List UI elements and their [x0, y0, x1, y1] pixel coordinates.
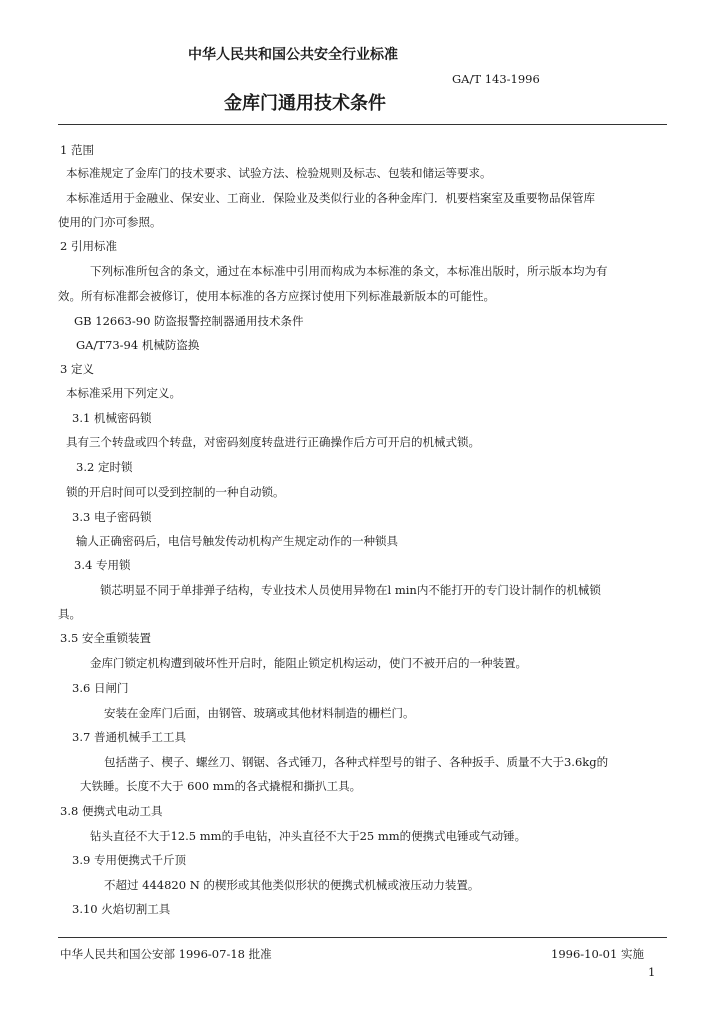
definition-heading: 3.6 日闸门 — [72, 681, 129, 695]
definition-heading: 3.8 便携式电动工具 — [60, 804, 163, 818]
body-line: 效。所有标准都会被修订，使用本标准的各方应探讨使用下列标准最新版本的可能性。 — [58, 289, 495, 303]
body-line: 本标准采用下列定义。 — [66, 386, 181, 400]
footer-rule — [58, 937, 667, 938]
body-line: 具。 — [58, 607, 81, 621]
definition-heading: 3.5 安全重锁装置 — [60, 631, 151, 645]
page-number: 1 — [648, 965, 656, 979]
body-line: 锁芯明显不同于单排弹子结构，专业技术人员使用异物在l min内不能打开的专门设计制作的机械锁 — [100, 583, 601, 597]
body-line: 具有三个转盘或四个转盘，对密码刻度转盘进行正确操作后方可开启的机械式锁。 — [66, 435, 480, 449]
body-line: 包括凿子、楔子、螺丝刀、钢锯、各式锤刀，各种式样型号的钳子、各种扳手、质量不大于3.6kg的 — [104, 755, 609, 769]
body-line: 大铁睡。长度不大于 600 mm的各式撬棍和撕扒工具。 — [80, 779, 362, 793]
body-line: 下列标准所包含的条文，通过在本标准中引用而构成为本标准的条文，本标准出版时，所示版本均为有 — [90, 264, 608, 278]
body-line: 输人正确密码后，电信号触发传动机构产生规定动作的一种锁具 — [76, 534, 398, 548]
standard-category-heading: 中华人民共和国公共安全行业标准 — [188, 47, 398, 63]
standard-code: GA/T 143-1996 — [452, 72, 540, 86]
reference-standard: GB 12663-90 防盗报警控制器通用技术条件 — [74, 314, 304, 328]
approval-note: 中华人民共和国公安部 1996-07-18 批准 — [60, 947, 272, 961]
definition-heading: 3.1 机械密码锁 — [72, 411, 152, 425]
body-line: 锁的开启时间可以受到控制的一种自动锁。 — [66, 485, 285, 499]
effective-date: 1996-10-01 实施 — [551, 947, 644, 961]
body-line: 金库门锁定机构遭到破坏性开启时，能阻止锁定机构运动，使门不被开启的一种装置。 — [90, 656, 527, 670]
body-line: 本标准适用于金融业、保安业、工商业．保险业及类似行业的各种金库门．机要档案室及重要物品保管库 — [66, 191, 595, 205]
definition-heading: 3.2 定时锁 — [76, 460, 133, 474]
body-line: 安装在金库门后面，由钢管、玻璃或其他材料制造的栅栏门。 — [104, 706, 415, 720]
section-3-heading: 3 定义 — [60, 362, 94, 376]
section-2-heading: 2 引用标准 — [60, 239, 117, 253]
header-rule — [58, 124, 667, 125]
section-1-heading: 1 范围 — [60, 143, 94, 157]
body-line: 不超过 444820 N 的楔形或其他类似形状的便携式机械或液压动力装置。 — [104, 878, 480, 892]
document-title: 金库门通用技术条件 — [224, 93, 386, 114]
definition-heading: 3.7 普通机械手工工具 — [72, 730, 186, 744]
body-line: 使用的门亦可参照。 — [58, 215, 162, 229]
body-line: 钻头直径不大于12.5 mm的手电钻，冲头直径不大于25 mm的便携式电锤或气动锤。 — [90, 829, 527, 843]
reference-standard: GA/T73-94 机械防盗换 — [76, 338, 200, 352]
definition-heading: 3.4 专用锁 — [74, 558, 131, 572]
definition-heading: 3.10 火焰切割工具 — [72, 902, 171, 916]
definition-heading: 3.9 专用便携式千斤顶 — [72, 853, 186, 867]
body-line: 本标准规定了金库门的技术要求、试验方法、检验规则及标志、包装和储运等要求。 — [66, 166, 492, 180]
definition-heading: 3.3 电子密码锁 — [72, 510, 152, 524]
